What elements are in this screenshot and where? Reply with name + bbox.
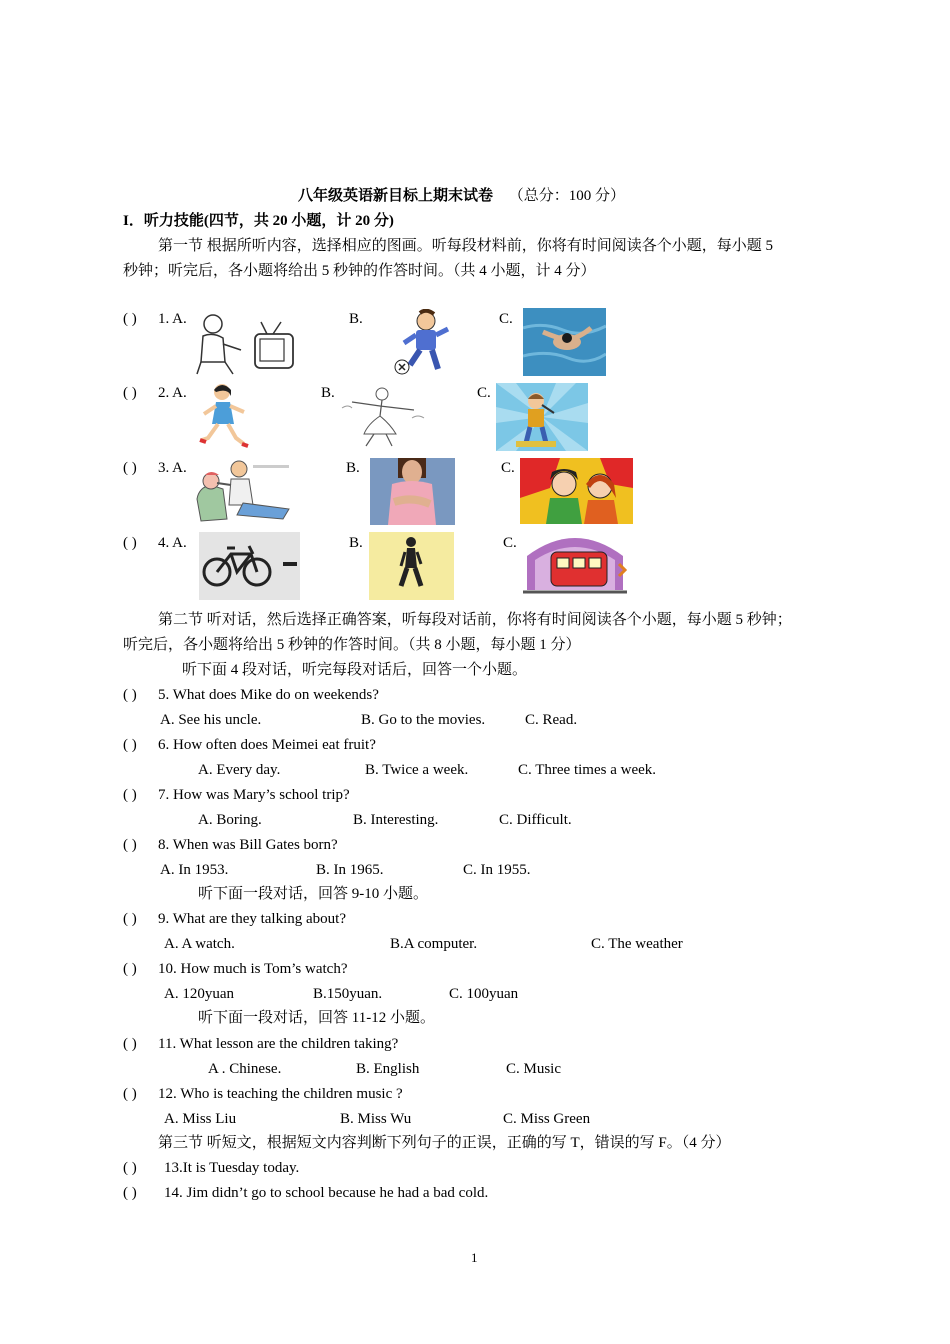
option-c: C. The weather	[591, 936, 683, 952]
option-b: B.150yuan.	[313, 986, 383, 1002]
dentist-image	[193, 459, 293, 525]
total-score: （总分：100 分）	[508, 188, 626, 204]
option-b-label: B.	[321, 385, 335, 401]
statement-14: 14. Jim didn’t go to school because he had a bad cold.	[164, 1185, 489, 1201]
exam-title-line	[298, 186, 625, 206]
answer-bracket[interactable]: ( )	[123, 911, 137, 927]
question-1-label: 1. A.	[158, 311, 187, 327]
option-a: A . Chinese.	[208, 1061, 282, 1077]
option-b-label: B.	[346, 460, 360, 476]
option-b: B.A computer.	[390, 936, 478, 952]
watching-tv-image	[193, 310, 299, 376]
option-c-label: C.	[501, 460, 515, 476]
option-c: C. Music	[506, 1061, 562, 1077]
option-b: B. Twice a week.	[365, 762, 469, 778]
answer-bracket[interactable]: ( )	[123, 385, 137, 401]
question-2-label: 2. A.	[158, 385, 187, 401]
option-b: B. Go to the movies.	[361, 712, 486, 728]
question-text: 10. How much is Tom’s watch?	[158, 961, 348, 977]
answer-bracket[interactable]: ( )	[123, 787, 137, 803]
answer-bracket[interactable]: ( )	[123, 1160, 137, 1176]
answer-bracket[interactable]: ( )	[123, 535, 137, 551]
option-c-label: C.	[499, 311, 513, 327]
answer-bracket[interactable]: ( )	[123, 1036, 137, 1052]
option-b-label: B.	[349, 535, 363, 551]
option-c: C. Three times a week.	[518, 762, 657, 778]
question-text: 7. How was Mary’s school trip?	[158, 787, 350, 803]
option-a: A. Every day.	[198, 762, 281, 778]
question-text: 9. What are they talking about?	[158, 911, 346, 927]
option-a: A. In 1953.	[160, 862, 229, 878]
option-a: A. Boring.	[198, 812, 262, 828]
option-a: A. See his uncle.	[160, 712, 262, 728]
option-c: C. Read.	[525, 712, 578, 728]
option-c: C. Miss Green	[503, 1111, 591, 1127]
bicycle-image	[199, 532, 300, 600]
answer-bracket[interactable]: ( )	[123, 737, 137, 753]
answer-bracket[interactable]: ( )	[123, 687, 137, 703]
option-c: C. In 1955.	[463, 862, 531, 878]
option-a: A. 120yuan	[164, 986, 234, 1002]
statement-13: 13.It is Tuesday today.	[164, 1160, 300, 1176]
part2-instruction-line1: 第二节 听对话，然后选择正确答案，听每段对话前，你将有时间阅读各个小题，每小题 5 秒钟；	[158, 612, 792, 628]
option-b-label: B.	[349, 311, 363, 327]
page-number: 1	[471, 1250, 478, 1265]
question-text: 5. What does Mike do on weekends?	[158, 687, 379, 703]
part2-instruction-line3: 听下面 4 段对话，听完每段对话后，回答一个小题。	[182, 662, 528, 678]
part3-instruction: 第三节 听短文，根据短文内容判断下列句子的正误，正确的写 T，错误的写 F。（4 分）	[158, 1135, 731, 1151]
part2-instruction-line2: 听完后，各小题将给出 5 秒钟的作答时间。（共 8 小题，每小题 1 分）	[123, 637, 581, 653]
option-c-label: C.	[503, 535, 517, 551]
answer-bracket[interactable]: ( )	[123, 837, 137, 853]
question-text: 6. How often does Meimei eat fruit?	[158, 737, 376, 753]
question-3-label: 3. A.	[158, 460, 187, 476]
answer-bracket[interactable]: ( )	[123, 311, 137, 327]
answer-bracket[interactable]: ( )	[123, 961, 137, 977]
option-c-label: C.	[477, 385, 491, 401]
answer-bracket[interactable]: ( )	[123, 1185, 137, 1201]
question-4-label: 4. A.	[158, 535, 187, 551]
answer-bracket[interactable]: ( )	[123, 460, 137, 476]
option-b: B. English	[356, 1061, 420, 1077]
part1-instruction-line1: 第一节 根据所听内容，选择相应的图画。听每段材料前，你将有时间阅读各个小题，每小题 5	[158, 238, 774, 254]
part1-instruction-line2: 秒钟；听完后，各小题将给出 5 秒钟的作答时间。（共 4 小题，计 4 分）	[123, 263, 596, 279]
subway-train-image	[523, 530, 627, 596]
singing-boy-image	[496, 383, 588, 451]
option-c: C. 100yuan	[449, 986, 519, 1002]
question-text: 8. When was Bill Gates born?	[158, 837, 338, 853]
option-a: A. A watch.	[164, 936, 235, 952]
stomachache-image	[370, 458, 455, 525]
exam-title: 八年级英语新目标上期末试卷	[298, 188, 494, 204]
instruction-9-10: 听下面一段对话，回答 9-10 小题。	[198, 886, 428, 902]
scared-girls-image	[520, 458, 633, 524]
question-text: 11. What lesson are the children taking?	[158, 1036, 399, 1052]
option-b: B. Miss Wu	[340, 1111, 412, 1127]
option-b: B. Interesting.	[353, 812, 439, 828]
question-text: 12. Who is teaching the children music ?	[158, 1086, 403, 1102]
option-a: A. Miss Liu	[164, 1111, 237, 1127]
soccer-boy-image	[388, 309, 458, 377]
instruction-11-12: 听下面一段对话，回答 11-12 小题。	[198, 1010, 435, 1026]
running-girl-image	[198, 382, 252, 450]
walking-image	[369, 532, 454, 600]
answer-bracket[interactable]: ( )	[123, 1086, 137, 1102]
swimming-image	[523, 308, 606, 376]
dancing-girl-image	[338, 384, 426, 448]
section-heading: I．听力技能(四节，共 20 小题，计 20 分)	[123, 213, 394, 229]
option-c: C. Difficult.	[499, 812, 572, 828]
option-b: B. In 1965.	[316, 862, 384, 878]
